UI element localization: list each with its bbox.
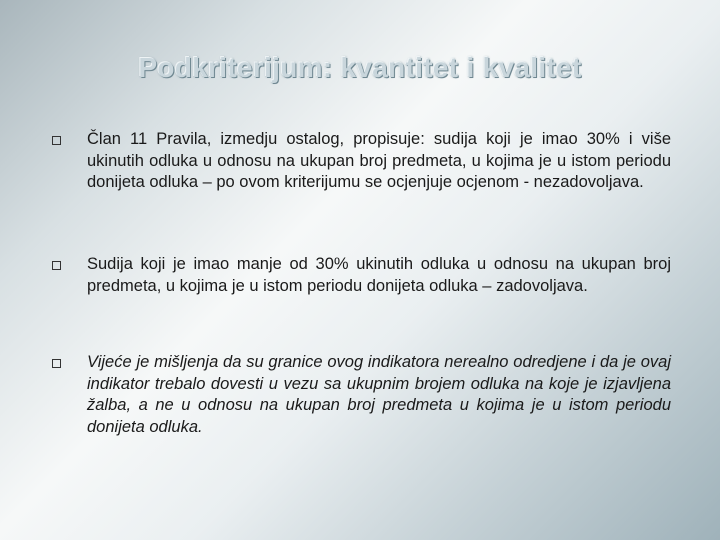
square-bullet-icon xyxy=(52,136,61,145)
bullet-text: Član 11 Pravila, izmedju ostalog, propisuje: sudija koji je imao 30% i više ukinutih odluka u odnosu na ukupan broj predmeta, u kojima je u istom periodu donijeta odluka – po ovom kriterijumu se ocjenjuje ocjenom - nezadovoljava. xyxy=(87,130,671,191)
square-bullet-icon xyxy=(52,261,61,270)
square-bullet-icon xyxy=(52,359,61,368)
slide-title: Podkriterijum: kvantitet i kvalitet xyxy=(138,52,582,83)
bullet-text: Sudija koji je imao manje od 30% ukinutih odluka u odnosu na ukupan broj predmeta, u kojima je u istom periodu donijeta odluka – zadovoljava. xyxy=(87,255,671,295)
bullet-text: Vijeće je mišljenja da su granice ovog indikatora nerealno odredjene i da je ovaj indikator trebalo dovesti u vezu sa ukupnim brojem odluka na koje je izjavljena žalba, a ne u odnosu na ukupan broj predmeta u kojima je u istom periodu donijeta odluka. xyxy=(87,353,671,436)
